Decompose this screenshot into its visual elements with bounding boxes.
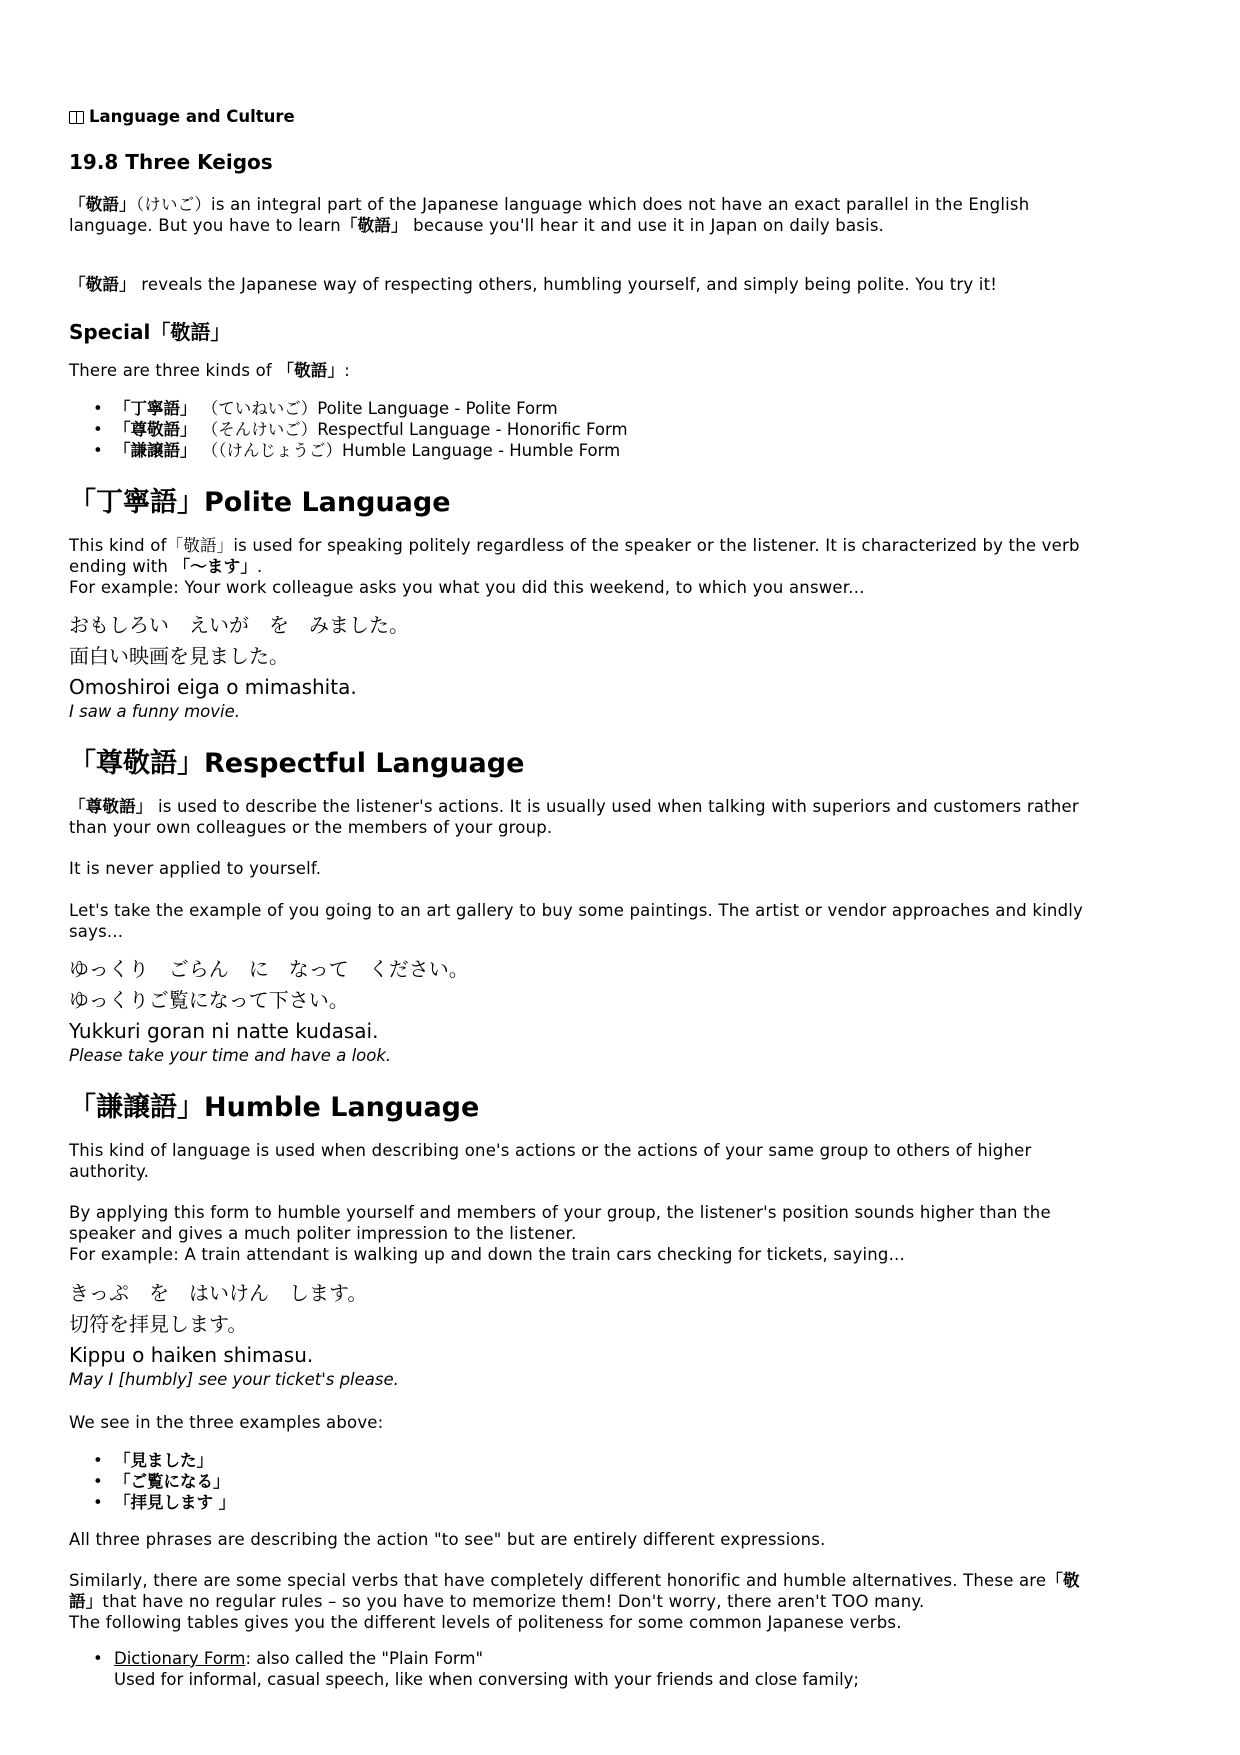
open-book-icon xyxy=(69,110,83,124)
polite-example-romaji: Omoshiroi eiga o mimashita. xyxy=(69,675,357,699)
respectful-example-kanji: ゆっくりご覧になって下さい。 xyxy=(69,988,349,1012)
respectful-paragraph-1: 「尊敬語」 is used to describe the listener's actions. It is usually used when talking with superiors and customers rather than your own colleagues or the members of your group. xyxy=(69,797,1079,837)
keigo-term: 「敬語」 xyxy=(340,216,408,235)
polite-paragraph: This kind of「敬語」is used for speaking politely regardless of the speaker or the listener. It is characterized by the verb ending with 「～ます」. For example: Your work colleague asks you what you did this weekend, to which you answer... xyxy=(69,536,1080,597)
list-item: • 「見ました」 xyxy=(69,1450,235,1471)
keigo-term: 「敬語」 xyxy=(69,195,136,214)
humble-heading: 「謙譲語」Humble Language xyxy=(69,1092,480,1123)
summary-paragraph-1: All three phrases are describing the action "to see" but are entirely different expressions. xyxy=(69,1530,826,1549)
forms-list xyxy=(69,1648,859,1690)
kinds-paragraph: There are three kinds of 「敬語」: xyxy=(69,361,350,380)
polite-example-translation: I saw a funny movie. xyxy=(69,702,241,721)
humble-example-kana: きっぷ を はいけん します。 xyxy=(69,1281,368,1305)
list-item: • 「謙譲語」 （（けんじょうご）Humble Language - Humble Form xyxy=(69,440,628,461)
see-verbs-list xyxy=(69,1450,235,1513)
polite-heading: 「丁寧語」Polite Language xyxy=(69,487,451,518)
list-item: • 「ご覧になる」 xyxy=(69,1471,235,1492)
keigo-kinds-list xyxy=(69,398,628,461)
page-header xyxy=(69,107,295,126)
respectful-paragraph-2: It is never applied to yourself. xyxy=(69,859,322,878)
humble-example-translation: May I [humbly] see your ticket's please. xyxy=(69,1370,399,1389)
respectful-example-romaji: Yukkuri goran ni natte kudasai. xyxy=(69,1019,379,1043)
intro-paragraph-1: 「敬語」（けいご）is an integral part of the Japanese language which does not have an exact parallel in the English language. But you have to learn「敬語」 because you'll hear it and use it in Japan on daily basis. xyxy=(69,195,1030,235)
respectful-example-translation: Please take your time and have a look. xyxy=(69,1046,392,1065)
humble-paragraph-2: By applying this form to humble yourself and members of your group, the listener's position sounds higher than the speaker and gives a much politer impression to the listener. For example: A train attendant is walking up and down the train cars checking for tickets, saying... xyxy=(69,1203,1051,1264)
keigo-term: 「敬語」 xyxy=(69,275,136,294)
list-item: • 「尊敬語」 （そんけいご）Respectful Language - Honorific Form xyxy=(69,419,628,440)
respectful-example-kana: ゆっくり ごらん に なって ください。 xyxy=(69,957,469,981)
respectful-paragraph-3: Let's take the example of you going to an art gallery to buy some paintings. The artist or vendor approaches and kindly says... xyxy=(69,901,1084,941)
section-title: 19.8 Three Keigos xyxy=(69,150,273,174)
summary-lead: We see in the three examples above: xyxy=(69,1413,384,1432)
intro-paragraph-2: 「敬語」 reveals the Japanese way of respecting others, humbling yourself, and simply being polite. You try it! xyxy=(69,275,998,294)
humble-paragraph-1: This kind of language is used when describing one's actions or the actions of your same group to others of higher authority. xyxy=(69,1141,1032,1181)
list-item: • Dictionary Form: also called the "Plain Form" Used for informal, casual speech, like when conversing with your friends and close family; xyxy=(69,1648,859,1690)
polite-example-kanji: 面白い映画を見ました。 xyxy=(69,644,289,668)
list-item: • 「拝見します 」 xyxy=(69,1492,235,1513)
polite-example-kana: おもしろい えいが を みました。 xyxy=(69,613,409,637)
dictionary-form-link[interactable]: Dictionary Form xyxy=(114,1649,246,1668)
humble-example-romaji: Kippu o haiken shimasu. xyxy=(69,1343,314,1367)
special-heading: Special「敬語」 xyxy=(69,320,231,344)
summary-paragraph-2: Similarly, there are some special verbs that have completely different honorific and humble alternatives. These are「敬 語」that have no regular rules – so you have to memorize them! Don't worry, there aren't TOO many. The following tables gives you the different levels of politeness for some common Japanese verbs. xyxy=(69,1571,1080,1632)
header-title: Language and Culture xyxy=(89,107,295,126)
list-item: • 「丁寧語」 （ていねいご）Polite Language - Polite Form xyxy=(69,398,628,419)
respectful-heading: 「尊敬語」Respectful Language xyxy=(69,748,525,779)
humble-example-kanji: 切符を拝見します。 xyxy=(69,1312,248,1336)
